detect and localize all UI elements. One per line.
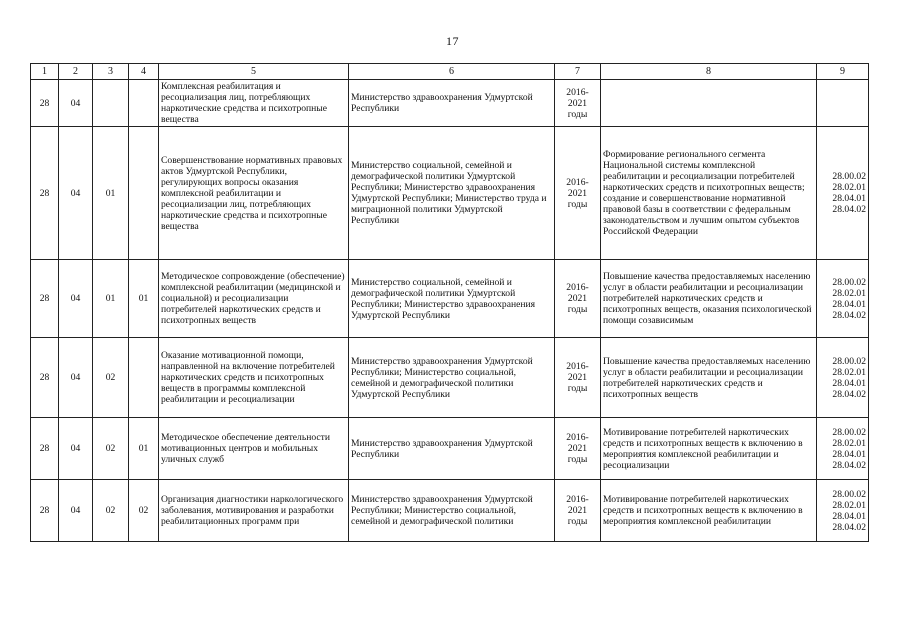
- cell-c3: [93, 80, 129, 127]
- years-end: 2021: [567, 97, 588, 109]
- cell-years: [555, 418, 601, 480]
- cell-c1: 28: [31, 80, 59, 127]
- cell-responsible: Министерство здравоохранения Удмуртской Республики: [349, 80, 555, 127]
- cell-result: [601, 80, 817, 127]
- years-end: 2021: [567, 505, 588, 516]
- code-entry: 28.00.02: [832, 276, 866, 288]
- years-end: 2021: [567, 443, 588, 454]
- cell-description: Оказание мотивационной помощи, направленной на включение потребителей наркотических средств и психотропных веществ в программы комплексной реабилитации и ресоциализации: [159, 338, 349, 418]
- years-end: 2021: [567, 187, 588, 199]
- code-entry: 28.04.02: [832, 521, 866, 533]
- cell-c2: 04: [59, 418, 93, 480]
- cell-c3: 01: [93, 260, 129, 338]
- cell-c2: 04: [59, 338, 93, 418]
- table-row: [31, 418, 869, 480]
- cell-c4: [129, 338, 159, 418]
- column-header: 4: [129, 64, 159, 80]
- cell-description: Комплексная реабилитация и ресоциализация лиц, потребляющих наркотические средства и психотропные вещества: [159, 80, 349, 127]
- cell-responsible: Министерство здравоохранения Удмуртской Республики; Министерство социальной, семейной и демографической политики: [349, 480, 555, 542]
- cell-responsible: Министерство здравоохранения Удмуртской Республики; Министерство социальной, семейной и демографической политики Удмуртской Республики: [349, 338, 555, 418]
- cell-responsible: Министерство здравоохранения Удмуртской Республики: [349, 418, 555, 480]
- years-end: 2021: [567, 372, 588, 383]
- cell-years: [555, 338, 601, 418]
- cell-c4: [129, 80, 159, 127]
- cell-description: Организация диагностики наркологического заболевания, мотивирования и разработки реабилитационных программ при: [159, 480, 349, 542]
- cell-c2: 04: [59, 127, 93, 260]
- years-unit: годы: [567, 108, 588, 120]
- cell-result: Формирование регионального сегмента Национальной системы комплексной реабилитации и ресоциализации потребителей наркотических средств и психотропных веществ; создание и совершенствование нормативной правовой базы в соответствии с федеральным законодательством и лучшим опытом субъектов Российской Федерации: [601, 127, 817, 260]
- code-entry: 28.04.02: [832, 309, 866, 321]
- column-header: 7: [555, 64, 601, 80]
- years-unit: годы: [567, 516, 588, 527]
- years-start: 2016-: [566, 494, 589, 505]
- code-entry: 28.02.01: [832, 182, 866, 193]
- table-row: [31, 80, 869, 127]
- code-entry: 28.04.01: [832, 510, 866, 522]
- table-row: [31, 338, 869, 418]
- cell-c4: 02: [129, 480, 159, 542]
- cell-description: Методическое сопровождение (обеспечение) комплексной реабилитации (медицинской и социальной) и ресоциализации потребителей наркотических средств и психотропных веществ: [159, 260, 349, 338]
- cell-result: Мотивирование потребителей наркотических средств и психотропных веществ к включению в мероприятия комплексной реабилитации: [601, 480, 817, 542]
- code-entry: 28.04.01: [832, 193, 866, 204]
- cell-c1: 28: [31, 418, 59, 480]
- column-header: 6: [349, 64, 555, 80]
- code-entry: 28.02.01: [832, 287, 866, 299]
- cell-result: Мотивирование потребителей наркотических средств и психотропных веществ к включению в мероприятия комплексной реабилитации и ресоциализации: [601, 418, 817, 480]
- years-start: 2016-: [566, 282, 589, 293]
- years-unit: годы: [567, 383, 588, 394]
- table-header-row: [31, 64, 869, 80]
- cell-c3: 02: [93, 418, 129, 480]
- code-entry: 28.04.02: [832, 204, 866, 215]
- code-entry: 28.00.02: [832, 355, 866, 367]
- cell-c3: 02: [93, 338, 129, 418]
- cell-c2: 04: [59, 260, 93, 338]
- code-entry: 28.02.01: [832, 437, 866, 449]
- cell-c1: 28: [31, 338, 59, 418]
- column-header: 3: [93, 64, 129, 80]
- years-unit: годы: [567, 198, 588, 210]
- cell-c1: 28: [31, 127, 59, 260]
- cell-codes: [817, 127, 869, 260]
- cell-c1: 28: [31, 480, 59, 542]
- program-table: [30, 63, 869, 542]
- cell-c4: 01: [129, 260, 159, 338]
- code-entry: 28.00.02: [832, 488, 866, 500]
- code-entry: 28.04.01: [832, 298, 866, 310]
- years-start: 2016-: [566, 432, 589, 443]
- years-start: 2016-: [566, 361, 589, 372]
- cell-c2: 04: [59, 80, 93, 127]
- code-entry: 28.02.01: [832, 499, 866, 511]
- cell-responsible: Министерство социальной, семейной и демографической политики Удмуртской Республики; Министерство здравоохранения Удмуртской Республики; Министерство труда и миграционной политики Удмуртской Республики: [349, 127, 555, 260]
- cell-codes: [817, 480, 869, 542]
- cell-result: Повышение качества предоставляемых населению услуг в области реабилитации и ресоциализации потребителей наркотических средств и психотропных веществ, оказания психологической помощи созависимым: [601, 260, 817, 338]
- cell-responsible: Министерство социальной, семейной и демографической политики Удмуртской Республики; Министерство здравоохранения Удмуртской Республики: [349, 260, 555, 338]
- column-header: 2: [59, 64, 93, 80]
- column-header: 8: [601, 64, 817, 80]
- cell-codes: [817, 260, 869, 338]
- cell-c4: 01: [129, 418, 159, 480]
- cell-c2: 04: [59, 480, 93, 542]
- code-entry: 28.02.01: [832, 366, 866, 378]
- table-row: [31, 260, 869, 338]
- cell-c3: 01: [93, 127, 129, 260]
- years-unit: годы: [567, 304, 588, 315]
- years-start: 2016-: [566, 86, 589, 98]
- cell-years: [555, 80, 601, 127]
- code-entry: 28.04.01: [832, 448, 866, 460]
- cell-years: [555, 260, 601, 338]
- code-entry: 28.04.02: [832, 459, 866, 471]
- code-entry: 28.00.02: [832, 426, 866, 438]
- cell-description: Методическое обеспечение деятельности мотивационных центров и мобильных уличных служб: [159, 418, 349, 480]
- page-number: 17: [446, 34, 459, 48]
- table-row: [31, 127, 869, 260]
- cell-years: [555, 127, 601, 260]
- cell-codes: [817, 338, 869, 418]
- cell-c1: 28: [31, 260, 59, 338]
- code-entry: 28.04.01: [832, 377, 866, 389]
- cell-description: Совершенствование нормативных правовых актов Удмуртской Республики, регулирующих вопросы оказания комплексной реабилитации и ресоциализации лиц, потребляющих наркотические средства и психотропные вещества: [159, 127, 349, 260]
- cell-c3: 02: [93, 480, 129, 542]
- column-header: 9: [817, 64, 869, 80]
- years-start: 2016-: [566, 176, 589, 188]
- cell-result: Повышение качества предоставляемых населению услуг в области реабилитации и ресоциализации потребителей наркотических средств и психотропных веществ: [601, 338, 817, 418]
- years-unit: годы: [567, 454, 588, 465]
- years-end: 2021: [567, 293, 588, 304]
- code-entry: 28.04.02: [832, 388, 866, 400]
- cell-c4: [129, 127, 159, 260]
- column-header: 1: [31, 64, 59, 80]
- code-entry: 28.00.02: [832, 171, 866, 182]
- table-row: [31, 480, 869, 542]
- cell-codes: [817, 418, 869, 480]
- column-header: 5: [159, 64, 349, 80]
- cell-codes: [817, 80, 869, 127]
- cell-years: [555, 480, 601, 542]
